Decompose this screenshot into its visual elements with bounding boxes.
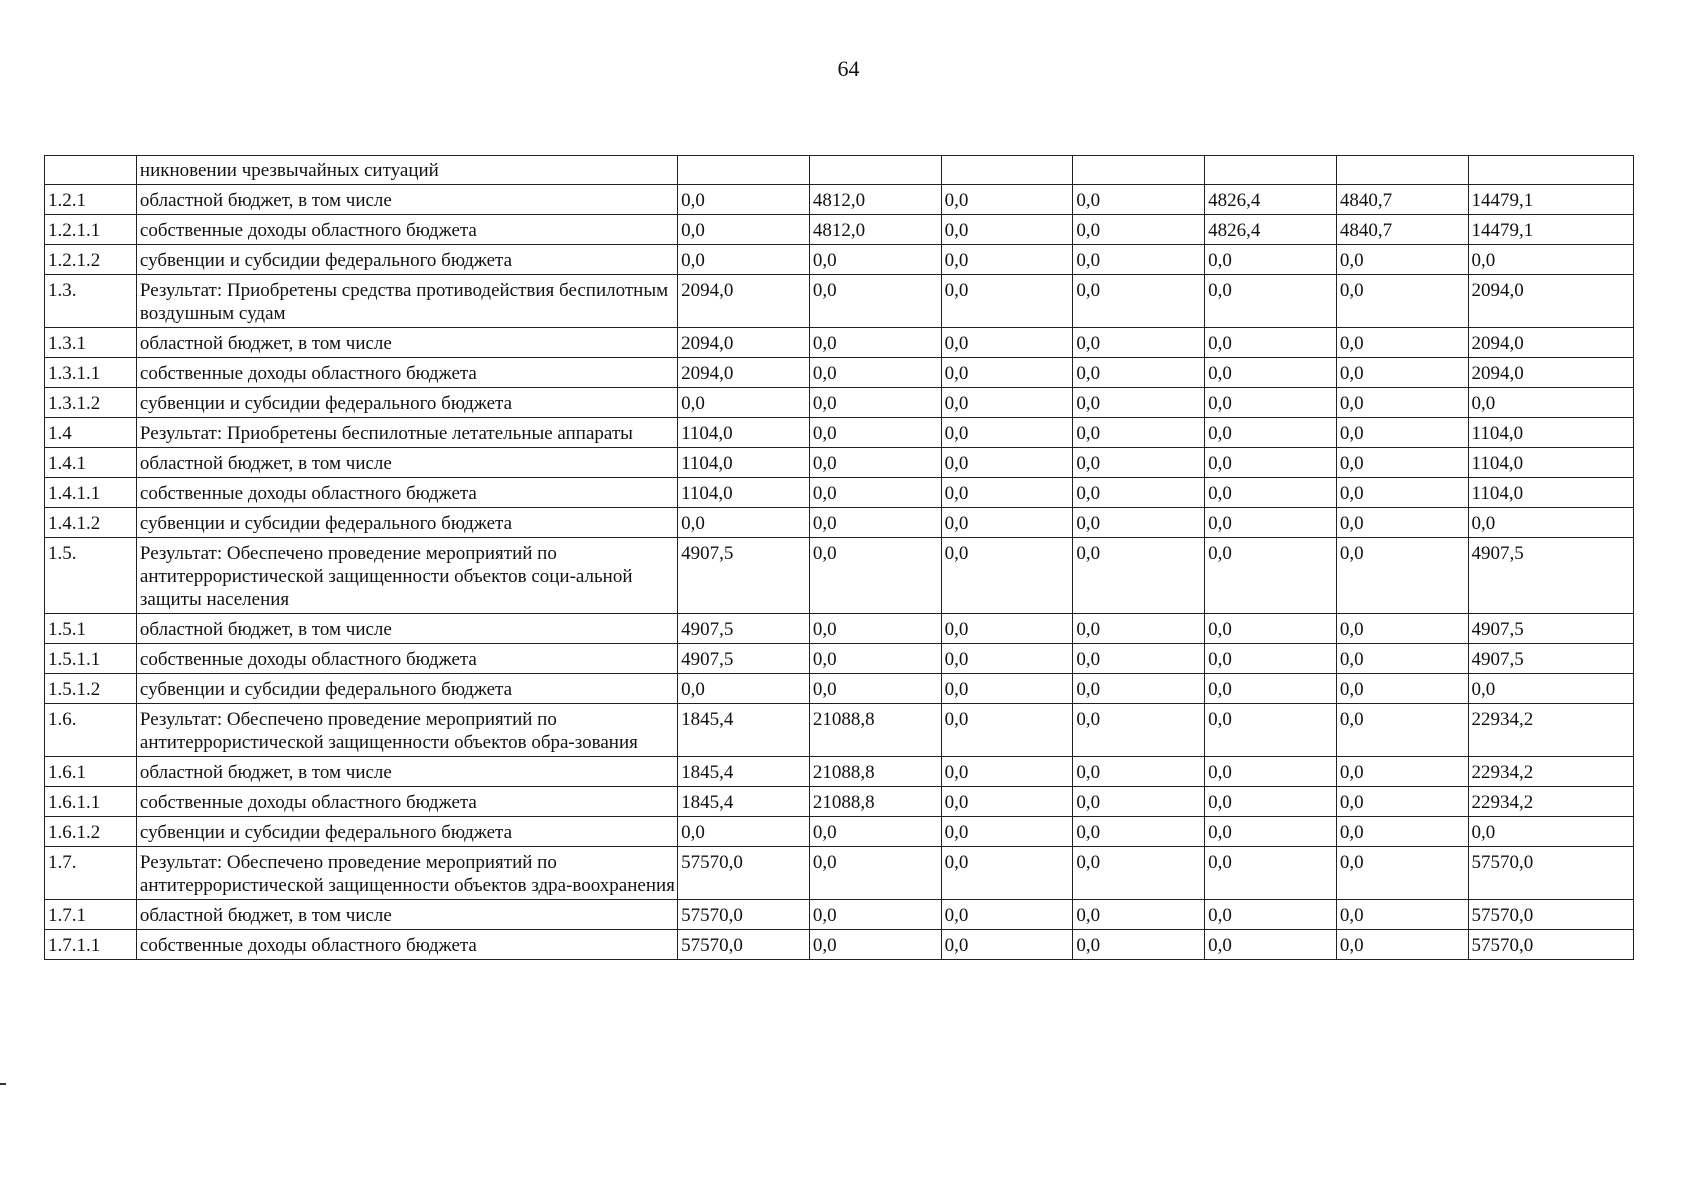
value-cell: 0,0 [809,418,941,448]
table-row [45,704,1634,757]
row-number-cell: 1.3.1.2 [45,388,137,418]
value-cell: 0,0 [1336,538,1468,614]
row-name-cell: субвенции и субсидии федерального бюджета [136,388,677,418]
value-cell: 0,0 [1073,614,1205,644]
value-cell: 0,0 [1073,847,1205,900]
value-cell: 0,0 [1073,418,1205,448]
value-cell: 0,0 [809,478,941,508]
row-name-cell: Результат: Обеспечено проведение мероприятий по антитеррористической защищенности объектов здра-воохранения [136,847,677,900]
row-name-cell: областной бюджет, в том числе [136,448,677,478]
table-row [45,817,1634,847]
value-cell: 0,0 [678,508,810,538]
value-cell: 0,0 [1073,448,1205,478]
table-body [45,156,1634,960]
value-cell: 2094,0 [678,358,810,388]
value-cell: 0,0 [1073,388,1205,418]
row-number-cell: 1.4.1 [45,448,137,478]
value-cell: 0,0 [809,388,941,418]
row-name-cell: областной бюджет, в том числе [136,614,677,644]
value-cell: 0,0 [678,245,810,275]
value-cell: 0,0 [1073,930,1205,960]
value-cell: 2094,0 [678,275,810,328]
total-cell [1468,156,1633,185]
value-cell: 4907,5 [678,644,810,674]
row-name-cell: собственные доходы областного бюджета [136,644,677,674]
value-cell: 0,0 [941,388,1073,418]
row-number-cell: 1.6.1 [45,757,137,787]
row-number-cell: 1.5.1.2 [45,674,137,704]
value-cell: 4812,0 [809,185,941,215]
value-cell: 0,0 [1336,930,1468,960]
value-cell: 0,0 [809,245,941,275]
row-number-cell: 1.2.1 [45,185,137,215]
table-row [45,388,1634,418]
value-cell: 0,0 [941,900,1073,930]
table-row [45,478,1634,508]
value-cell: 0,0 [941,817,1073,847]
value-cell: 0,0 [809,674,941,704]
value-cell: 0,0 [809,900,941,930]
value-cell: 0,0 [1073,817,1205,847]
value-cell: 0,0 [1336,418,1468,448]
value-cell: 0,0 [678,185,810,215]
row-name-cell: Результат: Обеспечено проведение мероприятий по антитеррористической защищенности объектов обра-зования [136,704,677,757]
value-cell: 0,0 [809,930,941,960]
value-cell: 0,0 [1336,644,1468,674]
row-name-cell: Результат: Приобретены беспилотные летательные аппараты [136,418,677,448]
value-cell: 0,0 [809,275,941,328]
row-number-cell: 1.4.1.1 [45,478,137,508]
value-cell [1205,156,1337,185]
value-cell: 0,0 [809,448,941,478]
table-row [45,614,1634,644]
row-number-cell: 1.2.1.1 [45,215,137,245]
table-row [45,275,1634,328]
row-name-cell: субвенции и субсидии федерального бюджета [136,817,677,847]
table-row [45,644,1634,674]
value-cell: 0,0 [809,847,941,900]
row-name-cell: собственные доходы областного бюджета [136,215,677,245]
value-cell: 0,0 [1073,478,1205,508]
page-number: 64 [837,56,860,81]
value-cell: 0,0 [678,388,810,418]
row-number-cell: 1.3.1 [45,328,137,358]
value-cell: 0,0 [1073,787,1205,817]
value-cell: 4826,4 [1205,185,1337,215]
row-number-cell: 1.2.1.2 [45,245,137,275]
total-cell: 22934,2 [1468,704,1633,757]
value-cell: 0,0 [941,930,1073,960]
value-cell: 0,0 [1073,245,1205,275]
value-cell: 0,0 [941,704,1073,757]
row-number-cell: 1.6. [45,704,137,757]
table-row [45,930,1634,960]
value-cell: 1104,0 [678,478,810,508]
value-cell: 0,0 [941,847,1073,900]
value-cell: 0,0 [941,508,1073,538]
value-cell: 0,0 [941,215,1073,245]
row-name-cell: собственные доходы областного бюджета [136,787,677,817]
row-name-cell: Результат: Приобретены средства противодействия беспилотным воздушным судам [136,275,677,328]
value-cell: 4840,7 [1336,215,1468,245]
value-cell [1073,156,1205,185]
value-cell: 4907,5 [678,538,810,614]
budget-table [44,155,1634,960]
value-cell: 0,0 [941,478,1073,508]
value-cell: 0,0 [1336,245,1468,275]
table-row-continuation [45,156,1634,185]
value-cell [678,156,810,185]
table-row [45,215,1634,245]
total-cell: 4907,5 [1468,614,1633,644]
value-cell: 57570,0 [678,847,810,900]
total-cell: 4907,5 [1468,644,1633,674]
value-cell: 0,0 [1205,245,1337,275]
total-cell: 2094,0 [1468,358,1633,388]
table-row [45,757,1634,787]
value-cell: 0,0 [1336,787,1468,817]
value-cell: 0,0 [1205,275,1337,328]
value-cell: 0,0 [1336,900,1468,930]
value-cell: 0,0 [1336,614,1468,644]
value-cell: 0,0 [1073,328,1205,358]
value-cell: 0,0 [809,538,941,614]
value-cell: 0,0 [1336,508,1468,538]
value-cell: 0,0 [1205,847,1337,900]
value-cell: 0,0 [1073,674,1205,704]
row-number-cell: 1.6.1.1 [45,787,137,817]
value-cell: 0,0 [1336,674,1468,704]
scan-edge-mark [0,1083,6,1085]
value-cell: 0,0 [678,817,810,847]
row-name-cell: собственные доходы областного бюджета [136,930,677,960]
value-cell: 0,0 [1205,817,1337,847]
row-name-cell: областной бюджет, в том числе [136,757,677,787]
total-cell: 14479,1 [1468,185,1633,215]
value-cell: 0,0 [1336,847,1468,900]
row-name-cell: собственные доходы областного бюджета [136,478,677,508]
value-cell: 0,0 [809,328,941,358]
total-cell: 0,0 [1468,388,1633,418]
value-cell: 0,0 [1205,448,1337,478]
row-name-cell: субвенции и субсидии федерального бюджета [136,508,677,538]
total-cell: 1104,0 [1468,448,1633,478]
value-cell [1336,156,1468,185]
total-cell: 0,0 [1468,674,1633,704]
value-cell: 0,0 [1205,704,1337,757]
value-cell: 0,0 [1205,478,1337,508]
row-name-cell: Результат: Обеспечено проведение мероприятий по антитеррористической защищенности объектов соци-альной защиты населения [136,538,677,614]
table-row [45,418,1634,448]
value-cell: 0,0 [1336,704,1468,757]
value-cell: 1104,0 [678,448,810,478]
row-name-cell: никновении чрезвычайных ситуаций [136,156,677,185]
table-row [45,448,1634,478]
value-cell: 0,0 [1336,478,1468,508]
value-cell: 0,0 [1073,538,1205,614]
value-cell: 0,0 [1205,644,1337,674]
value-cell: 1104,0 [678,418,810,448]
value-cell: 0,0 [1205,508,1337,538]
value-cell: 0,0 [941,245,1073,275]
value-cell: 0,0 [941,185,1073,215]
table-row [45,787,1634,817]
value-cell: 0,0 [941,644,1073,674]
value-cell: 0,0 [1205,328,1337,358]
table-row [45,185,1634,215]
value-cell: 0,0 [1073,900,1205,930]
value-cell: 0,0 [941,448,1073,478]
value-cell: 0,0 [1073,275,1205,328]
row-number-cell: 1.7.1 [45,900,137,930]
total-cell: 22934,2 [1468,757,1633,787]
value-cell: 0,0 [941,787,1073,817]
total-cell: 0,0 [1468,508,1633,538]
total-cell: 22934,2 [1468,787,1633,817]
value-cell: 0,0 [1336,275,1468,328]
table-row [45,508,1634,538]
row-number-cell: 1.5.1 [45,614,137,644]
value-cell: 0,0 [809,644,941,674]
value-cell: 0,0 [678,215,810,245]
value-cell: 0,0 [1073,508,1205,538]
value-cell: 0,0 [1073,215,1205,245]
row-number-cell: 1.5. [45,538,137,614]
row-name-cell: субвенции и субсидии федерального бюджета [136,245,677,275]
value-cell: 21088,8 [809,757,941,787]
table-row [45,328,1634,358]
row-name-cell: субвенции и субсидии федерального бюджета [136,674,677,704]
value-cell: 4840,7 [1336,185,1468,215]
value-cell: 0,0 [941,538,1073,614]
value-cell: 57570,0 [678,900,810,930]
value-cell: 0,0 [941,418,1073,448]
value-cell: 0,0 [1205,787,1337,817]
row-number-cell: 1.3. [45,275,137,328]
value-cell: 0,0 [1336,358,1468,388]
value-cell: 0,0 [941,358,1073,388]
value-cell: 0,0 [1205,614,1337,644]
table-row [45,674,1634,704]
value-cell: 0,0 [1205,757,1337,787]
row-number-cell: 1.4 [45,418,137,448]
value-cell: 0,0 [1073,185,1205,215]
total-cell: 0,0 [1468,245,1633,275]
value-cell: 0,0 [1336,328,1468,358]
value-cell: 0,0 [809,358,941,388]
row-number-cell: 1.3.1.1 [45,358,137,388]
value-cell: 1845,4 [678,757,810,787]
row-number-cell: 1.6.1.2 [45,817,137,847]
table-row [45,847,1634,900]
value-cell: 0,0 [1205,358,1337,388]
total-cell: 1104,0 [1468,478,1633,508]
value-cell: 0,0 [1073,644,1205,674]
value-cell: 21088,8 [809,704,941,757]
value-cell: 21088,8 [809,787,941,817]
value-cell: 1845,4 [678,787,810,817]
table-row [45,358,1634,388]
value-cell: 4907,5 [678,614,810,644]
value-cell: 0,0 [941,757,1073,787]
value-cell: 0,0 [1205,538,1337,614]
row-number-cell: 1.7.1.1 [45,930,137,960]
value-cell: 0,0 [941,328,1073,358]
value-cell: 4812,0 [809,215,941,245]
row-name-cell: областной бюджет, в том числе [136,185,677,215]
row-number-cell [45,156,137,185]
value-cell: 0,0 [809,508,941,538]
total-cell: 14479,1 [1468,215,1633,245]
row-number-cell: 1.4.1.2 [45,508,137,538]
value-cell: 2094,0 [678,328,810,358]
value-cell: 0,0 [1336,388,1468,418]
value-cell: 0,0 [1073,704,1205,757]
total-cell: 57570,0 [1468,900,1633,930]
row-name-cell: областной бюджет, в том числе [136,328,677,358]
value-cell: 0,0 [809,614,941,644]
value-cell: 4826,4 [1205,215,1337,245]
value-cell: 0,0 [941,614,1073,644]
table-row [45,538,1634,614]
row-number-cell: 1.5.1.1 [45,644,137,674]
total-cell: 4907,5 [1468,538,1633,614]
value-cell: 0,0 [1073,358,1205,388]
total-cell: 2094,0 [1468,275,1633,328]
row-name-cell: областной бюджет, в том числе [136,900,677,930]
value-cell [941,156,1073,185]
value-cell: 0,0 [1205,930,1337,960]
value-cell: 0,0 [809,817,941,847]
value-cell: 0,0 [1336,448,1468,478]
value-cell: 0,0 [1205,900,1337,930]
table-row [45,245,1634,275]
total-cell: 57570,0 [1468,847,1633,900]
total-cell: 57570,0 [1468,930,1633,960]
total-cell: 2094,0 [1468,328,1633,358]
total-cell: 1104,0 [1468,418,1633,448]
row-name-cell: собственные доходы областного бюджета [136,358,677,388]
value-cell: 0,0 [941,275,1073,328]
value-cell: 1845,4 [678,704,810,757]
value-cell: 0,0 [678,674,810,704]
value-cell: 0,0 [1205,674,1337,704]
value-cell: 0,0 [1336,757,1468,787]
value-cell [809,156,941,185]
value-cell: 57570,0 [678,930,810,960]
value-cell: 0,0 [1205,418,1337,448]
total-cell: 0,0 [1468,817,1633,847]
row-number-cell: 1.7. [45,847,137,900]
table-row [45,900,1634,930]
value-cell: 0,0 [1073,757,1205,787]
value-cell: 0,0 [1336,817,1468,847]
value-cell: 0,0 [941,674,1073,704]
value-cell: 0,0 [1205,388,1337,418]
